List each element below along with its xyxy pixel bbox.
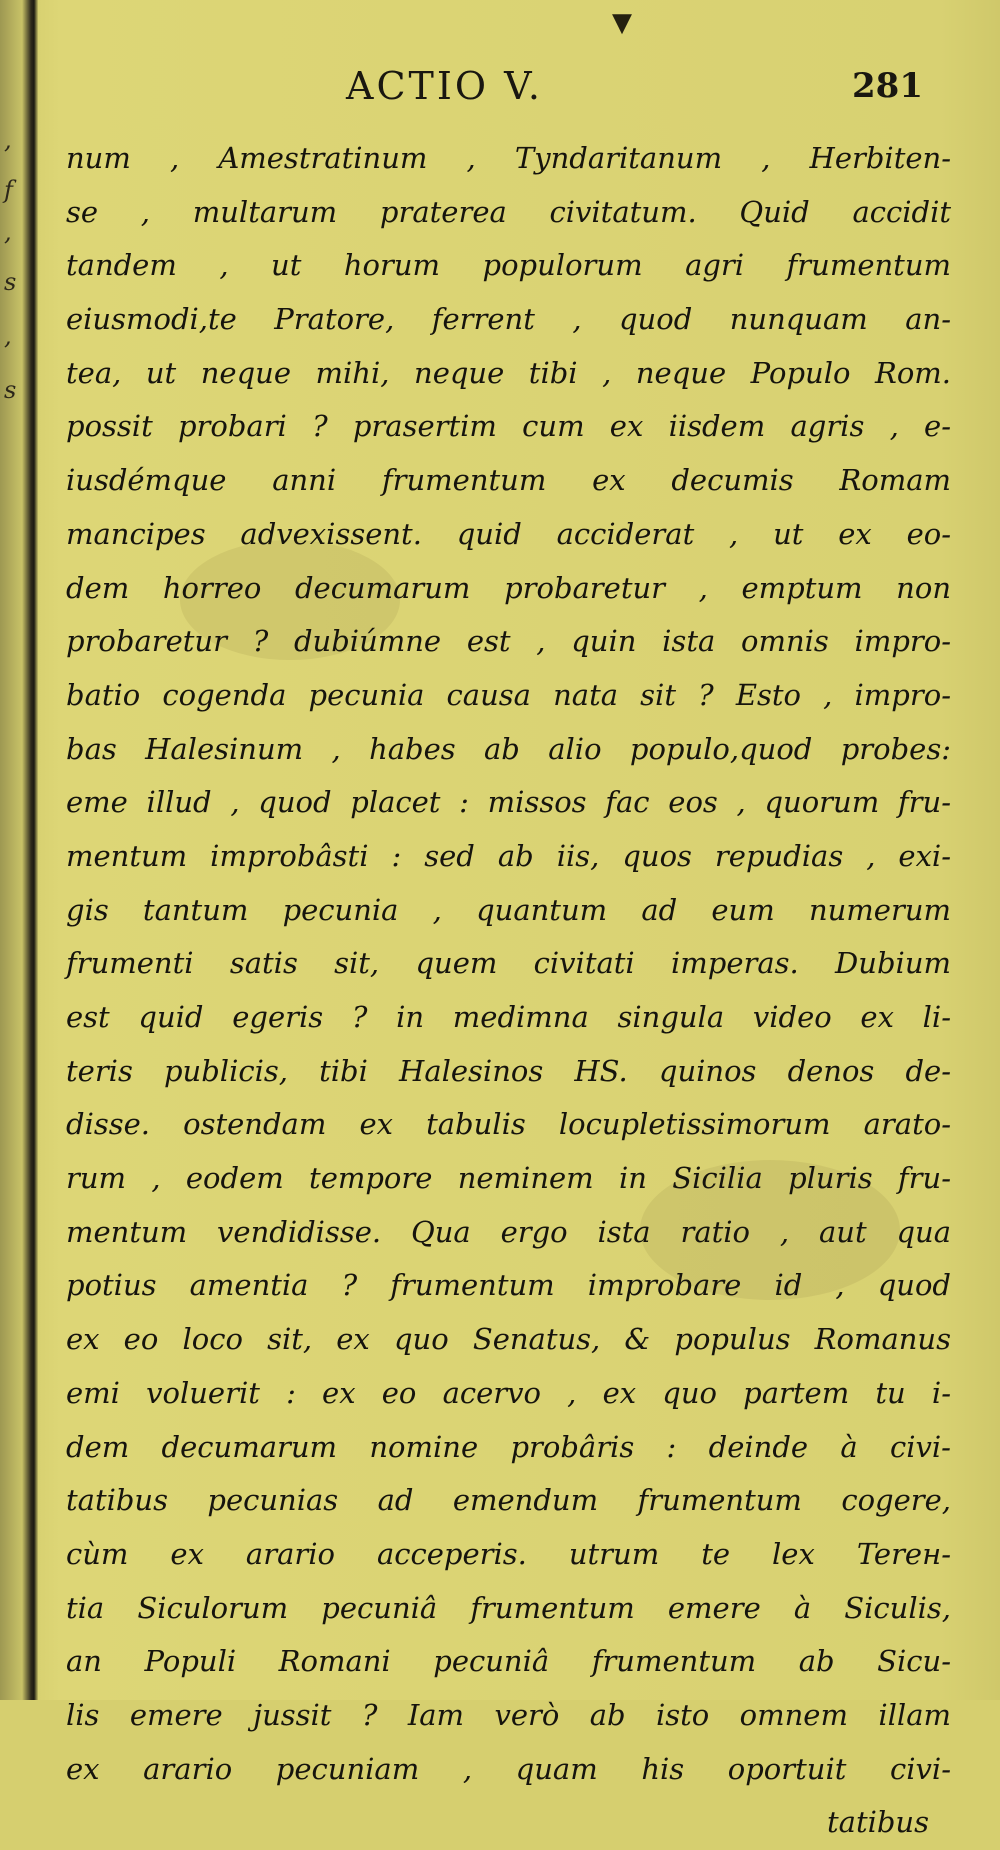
text-line: mancipes advexissent. quid acciderat , ut ex eo- [66,516,951,551]
text-line: tea, ut neque mihi, neque tibi , neque Populo Rom. [66,355,951,390]
text-line: eiusmodi,te Pratore, ferrent , quod nunquam an- [66,302,951,337]
text-line: lis emere jussit ? Iam verò ab isto omnem illam [66,1697,951,1732]
printer-mark: ▼ [612,8,632,38]
previous-page-mark: , [4,322,12,350]
text-line: cùm ex arario acceperis. utrum te lex Terен- [66,1536,951,1571]
previous-page-mark: s [4,376,17,404]
text-line: bas Halesinum , habes ab alio populo,quod probes: [66,731,951,766]
text-line: tatibus pecunias ad emendum frumentum cogere, [66,1483,951,1518]
previous-page-mark: , [4,126,12,154]
text-line: gis tantum pecunia , quantum ad eum numerum [66,892,951,927]
text-line: mentum improbâsti : sed ab iis, quos repudias , exi- [66,838,951,873]
text-line: rum , eodem tempore neminem in Sicilia pluris fru- [66,1161,951,1196]
text-line: mentum vendidisse. Qua ergo ista ratio , aut qua [66,1214,951,1249]
text-line: tandem , ut horum populorum agri frumentum [66,248,951,283]
text-line: batio cogenda pecunia causa nata sit ? Esto , impro- [66,677,951,712]
text-line: potius amentia ? frumentum improbare id , quod [66,1268,951,1303]
running-head [0,64,1000,116]
previous-page-mark: , [4,218,12,246]
page-number: 281 [852,66,923,106]
text-line: est quid egeris ? in medimna singula video ex li- [66,1000,951,1034]
body-text [66,132,951,1850]
text-line: dem decumarum nomine probâris : deinde à civi- [66,1429,951,1464]
text-line: ex eo loco sit, ex quo Senatus, & populus Romanus [66,1322,951,1357]
text-line: dem horreo decumarum probaretur , emptum non [66,570,951,605]
text-line: eme illud , quod placet : missos fac eos , quorum fru- [66,785,951,820]
text-line: emi voluerit : ex eo acervo , ex quo partem tu i- [66,1375,951,1410]
text-line: frumenti satis sit, quem civitati imperas. Dubium [66,946,951,981]
text-line: probaretur ? dubiúmne est , quin ista omnis impro- [66,624,951,659]
text-line: disse. ostendam ex tabulis locupletissimorum arato- [66,1107,951,1142]
text-line: num , Amestratinum , Tyndaritanum , Herbiten- [66,141,951,175]
text-line: teris publicis, tibi Halesinos HS. quinos denos de- [66,1053,951,1088]
text-line: iusdémque anni frumentum ex decumis Romam [66,463,951,498]
text-line: se , multarum praterea civitatum. Quid accidit [66,194,951,229]
book-gutter [0,0,38,1700]
page-title: ACTIO V. [346,64,543,108]
previous-page-mark: f [4,176,13,204]
text-line: tia Siculorum pecuniâ frumentum emere à Siculis, [66,1590,951,1625]
text-line: ex arario pecuniam , quam his oportuit civi- [66,1751,951,1786]
text-line: an Populi Romani pecuniâ frumentum ab Sicu- [66,1644,951,1679]
catchword: tatibus [827,1805,929,1840]
previous-page-mark: s [4,268,17,296]
text-line: possit probari ? prasertim cum ex iisdem agris , e- [66,409,951,444]
